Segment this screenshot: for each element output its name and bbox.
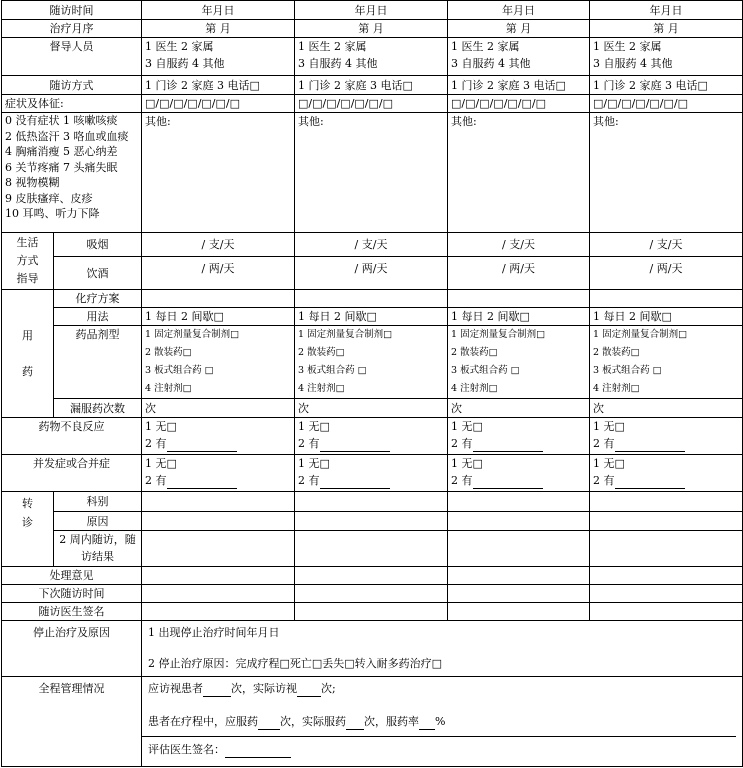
visit-time-label: 随访时间 <box>2 1 142 20</box>
dosage-item: 1 固定剂量复合制剂□ <box>593 329 688 340</box>
dosage-item: 1 固定剂量复合制剂□ <box>451 329 546 340</box>
usage-cell[interactable]: 1 每日 2 间歇□ <box>590 308 743 326</box>
management-text: 次，服药率 <box>364 715 419 728</box>
followup-form-table <box>1 0 743 767</box>
management-cell[interactable] <box>142 677 743 767</box>
dosage-item: 3 板式组合药 □ <box>593 365 662 376</box>
referral-result-cell[interactable] <box>590 531 743 567</box>
smoking-cell[interactable]: / 支/天 <box>448 233 590 257</box>
adverse-blank[interactable] <box>473 439 543 452</box>
opinion-cell[interactable] <box>142 567 295 585</box>
visit-time-cell-2[interactable]: 年月日 <box>295 1 448 20</box>
usage-cell[interactable]: 1 每日 2 间歇□ <box>448 308 590 326</box>
referral-department-cell[interactable] <box>142 492 295 512</box>
management-text: 次，实际服药 <box>280 715 346 728</box>
treatment-month-label: 治疗月序 <box>2 20 142 38</box>
supervisor-line2: 3 自服药 4 其他 <box>145 57 225 70</box>
dosage-form-cell[interactable] <box>142 326 295 399</box>
stop-label: 停止治疗及原因 <box>2 621 142 677</box>
adverse-none: 1 无□ <box>593 420 625 433</box>
usage-cell[interactable]: 1 每日 2 间歇□ <box>142 308 295 326</box>
referral-reason-cell[interactable] <box>590 512 743 531</box>
medication-label-line: 用 <box>22 328 33 342</box>
dosage-item: 2 散装药□ <box>593 347 640 358</box>
stop-cell[interactable] <box>142 621 743 677</box>
chemo-cell[interactable] <box>142 290 295 308</box>
referral-result-cell[interactable] <box>142 531 295 567</box>
referral-result-line: 访结果 <box>81 550 114 563</box>
planned-visits-blank[interactable] <box>203 684 231 697</box>
symptom-boxes[interactable]: □/□/□/□/□/□/□ <box>142 95 295 113</box>
adverse-cell[interactable] <box>295 418 448 455</box>
drinking-cell[interactable]: / 两/天 <box>448 257 590 290</box>
complication-yes: 2 有 <box>298 474 320 487</box>
symptom-other[interactable]: 其他: <box>295 113 448 233</box>
complication-blank[interactable] <box>615 476 685 489</box>
complication-none: 1 无□ <box>298 457 330 470</box>
visit-time-cell-1[interactable]: 年月日 <box>142 1 295 20</box>
management-label: 全程管理情况 <box>2 677 142 767</box>
symptom-item: 9 皮肤瘙痒、皮疹 <box>5 191 93 205</box>
drinking-cell[interactable]: / 两/天 <box>295 257 448 290</box>
missed-dose-label: 漏服药次数 <box>54 399 142 418</box>
drinking-cell[interactable]: / 两/天 <box>142 257 295 290</box>
referral-reason-label: 原因 <box>54 512 142 531</box>
missed-dose-cell[interactable]: 次 <box>295 399 448 418</box>
next-visit-cell[interactable] <box>448 585 590 603</box>
complication-cell[interactable] <box>295 455 448 492</box>
dosage-form-cell[interactable] <box>448 326 590 399</box>
smoking-cell[interactable]: / 支/天 <box>590 233 743 257</box>
complication-none: 1 无□ <box>593 457 625 470</box>
usage-cell[interactable]: 1 每日 2 间歇□ <box>295 308 448 326</box>
adverse-none: 1 无□ <box>298 420 330 433</box>
supervisor-line2: 3 自服药 4 其他 <box>451 57 531 70</box>
adverse-cell[interactable] <box>448 418 590 455</box>
planned-doses-blank[interactable] <box>258 717 280 730</box>
symptom-boxes[interactable]: □/□/□/□/□/□/□ <box>295 95 448 113</box>
dosage-form-cell[interactable] <box>295 326 448 399</box>
complication-yes: 2 有 <box>593 474 615 487</box>
dosage-item: 4 注射剂□ <box>298 383 345 394</box>
chemo-label: 化疗方案 <box>54 290 142 308</box>
dosage-item: 2 散装药□ <box>298 347 345 358</box>
supervisor-line1: 1 医生 2 家属 <box>145 40 214 53</box>
symptom-boxes[interactable]: □/□/□/□/□/□/□ <box>448 95 590 113</box>
dosage-item: 3 板式组合药 □ <box>298 365 367 376</box>
stop-line2: 2 停止治疗原因：完成疗程□死亡□丢失□转入耐多药治疗□ <box>148 657 443 670</box>
dosage-item: 2 散装药□ <box>451 347 498 358</box>
chemo-cell[interactable] <box>295 290 448 308</box>
adverse-blank[interactable] <box>167 439 237 452</box>
symptom-item: 2 低热盗汗 3 咯血或血痰 <box>5 129 129 143</box>
referral-department-cell[interactable] <box>448 492 590 512</box>
supervisor-cell[interactable] <box>295 38 448 76</box>
adverse-yes: 2 有 <box>593 437 615 450</box>
symptom-item: 6 关节疼痛 7 头痛失眠 <box>5 160 118 174</box>
missed-dose-cell[interactable]: 次 <box>590 399 743 418</box>
management-line2 <box>148 713 736 730</box>
adverse-blank[interactable] <box>615 439 685 452</box>
supervisor-cell[interactable] <box>448 38 590 76</box>
percent-sign: % <box>435 715 446 728</box>
stop-line1: 1 出现停止治疗时间年月日 <box>148 626 280 639</box>
evaluator-sign-label: 评估医生签名： <box>148 743 225 756</box>
supervisor-line1: 1 医生 2 家属 <box>298 40 367 53</box>
missed-dose-cell[interactable]: 次 <box>142 399 295 418</box>
dosage-item: 2 散装药□ <box>145 347 192 358</box>
lifestyle-label-line: 方式 <box>16 254 39 267</box>
complication-yes: 2 有 <box>145 474 167 487</box>
visit-method-label: 随访方式 <box>2 76 142 95</box>
treatment-month-cell-1[interactable]: 第 月 <box>142 20 295 38</box>
adverse-none: 1 无□ <box>451 420 483 433</box>
next-visit-cell[interactable] <box>590 585 743 603</box>
complication-blank[interactable] <box>473 476 543 489</box>
visit-method-cell[interactable]: 1 门诊 2 家庭 3 电话□ <box>295 76 448 95</box>
supervisor-line2: 3 自服药 4 其他 <box>298 57 378 70</box>
adverse-yes: 2 有 <box>451 437 473 450</box>
doctor-sign-cell[interactable] <box>448 603 590 621</box>
opinion-cell[interactable] <box>295 567 448 585</box>
doctor-sign-cell[interactable] <box>590 603 743 621</box>
complication-label: 并发症或合并症 <box>2 455 142 492</box>
dosage-item: 3 板式组合药 □ <box>451 365 520 376</box>
visit-method-cell[interactable]: 1 门诊 2 家庭 3 电话□ <box>448 76 590 95</box>
supervisor-line1: 1 医生 2 家属 <box>451 40 520 53</box>
management-text: 次; <box>321 682 336 695</box>
complication-cell[interactable] <box>448 455 590 492</box>
dosage-item: 1 固定剂量复合制剂□ <box>298 329 393 340</box>
referral-result-cell[interactable] <box>295 531 448 567</box>
symptom-other[interactable]: 其他: <box>448 113 590 233</box>
dosage-form-label: 药品剂型 <box>54 326 142 399</box>
referral-label <box>2 492 54 567</box>
doctor-sign-cell[interactable] <box>142 603 295 621</box>
next-visit-cell[interactable] <box>295 585 448 603</box>
dosage-item: 1 固定剂量复合制剂□ <box>145 329 240 340</box>
symptom-other[interactable]: 其他: <box>142 113 295 233</box>
symptom-other[interactable]: 其他: <box>590 113 743 233</box>
supervisor-label: 督导人员 <box>2 38 142 76</box>
management-line1 <box>148 680 736 697</box>
referral-reason-cell[interactable] <box>448 512 590 531</box>
referral-department-label: 科别 <box>54 492 142 512</box>
complication-cell[interactable] <box>590 455 743 492</box>
adverse-yes: 2 有 <box>145 437 167 450</box>
complication-blank[interactable] <box>320 476 390 489</box>
management-line3 <box>142 736 736 758</box>
referral-department-cell[interactable] <box>295 492 448 512</box>
referral-reason-cell[interactable] <box>142 512 295 531</box>
smoking-label: 吸烟 <box>54 233 142 257</box>
treatment-month-cell-2[interactable]: 第 月 <box>295 20 448 38</box>
management-text: 应访视患者 <box>148 682 203 695</box>
referral-reason-cell[interactable] <box>295 512 448 531</box>
usage-label: 用法 <box>54 308 142 326</box>
supervisor-line1: 1 医生 2 家属 <box>593 40 662 53</box>
adverse-none: 1 无□ <box>145 420 177 433</box>
lifestyle-label-line: 指导 <box>16 272 39 285</box>
opinion-cell[interactable] <box>590 567 743 585</box>
referral-department-cell[interactable] <box>590 492 743 512</box>
complication-none: 1 无□ <box>451 457 483 470</box>
symptom-item: 8 视物模糊 <box>5 176 60 189</box>
referral-label-line: 诊 <box>22 516 33 529</box>
referral-result-label <box>54 531 142 567</box>
missed-dose-cell[interactable]: 次 <box>448 399 590 418</box>
symptoms-header: 症状及体征: <box>2 95 142 113</box>
complication-cell[interactable] <box>142 455 295 492</box>
adverse-cell[interactable] <box>590 418 743 455</box>
chemo-cell[interactable] <box>448 290 590 308</box>
referral-label-line: 转 <box>22 497 33 510</box>
symptoms-list <box>2 113 142 233</box>
dosage-item: 4 注射剂□ <box>145 383 192 394</box>
drinking-label: 饮酒 <box>54 257 142 290</box>
actual-visits-blank[interactable] <box>297 684 321 697</box>
drinking-cell[interactable]: / 两/天 <box>590 257 743 290</box>
opinion-label: 处理意见 <box>2 567 142 585</box>
adverse-blank[interactable] <box>320 439 390 452</box>
supervisor-cell[interactable] <box>142 38 295 76</box>
adverse-yes: 2 有 <box>298 437 320 450</box>
medication-label-line: 药 <box>22 364 33 378</box>
dosage-item: 4 注射剂□ <box>593 383 640 394</box>
dose-rate-blank[interactable] <box>419 717 435 730</box>
symptom-item: 4 胸痛消瘦 5 恶心纳差 <box>5 145 118 158</box>
management-text: 次，实际访视 <box>231 682 297 695</box>
smoking-cell[interactable]: / 支/天 <box>295 233 448 257</box>
evaluator-sign-blank[interactable] <box>225 745 291 758</box>
next-visit-label: 下次随访时间 <box>2 585 142 603</box>
symptom-item: 0 没有症状 1 咳嗽咳痰 <box>5 114 118 127</box>
complication-none: 1 无□ <box>145 457 177 470</box>
smoking-cell[interactable]: / 支/天 <box>142 233 295 257</box>
management-text: 患者在疗程中，应服药 <box>148 715 258 728</box>
visit-method-cell[interactable]: 1 门诊 2 家庭 3 电话□ <box>142 76 295 95</box>
referral-result-line: 2 周内随访，随 <box>59 533 136 546</box>
dosage-form-cell[interactable] <box>590 326 743 399</box>
treatment-month-cell-4[interactable]: 第 月 <box>590 20 743 38</box>
doctor-sign-label: 随访医生签名 <box>2 603 142 621</box>
supervisor-cell[interactable] <box>590 38 743 76</box>
treatment-month-cell-3[interactable]: 第 月 <box>448 20 590 38</box>
adverse-cell[interactable] <box>142 418 295 455</box>
symptom-boxes[interactable]: □/□/□/□/□/□/□ <box>590 95 743 113</box>
supervisor-line2: 3 自服药 4 其他 <box>593 57 673 70</box>
actual-doses-blank[interactable] <box>346 717 364 730</box>
doctor-sign-cell[interactable] <box>295 603 448 621</box>
visit-method-cell[interactable]: 1 门诊 2 家庭 3 电话□ <box>590 76 743 95</box>
referral-result-cell[interactable] <box>448 531 590 567</box>
complication-blank[interactable] <box>167 476 237 489</box>
complication-yes: 2 有 <box>451 474 473 487</box>
dosage-item: 4 注射剂□ <box>451 383 498 394</box>
symptom-item: 10 耳鸣、听力下降 <box>5 207 100 220</box>
lifestyle-label <box>2 233 54 290</box>
dosage-item: 3 板式组合药 □ <box>145 365 214 376</box>
adverse-label: 药物不良反应 <box>2 418 142 455</box>
visit-time-cell-3[interactable]: 年月日 <box>448 1 590 20</box>
next-visit-cell[interactable] <box>142 585 295 603</box>
lifestyle-label-line: 生活 <box>16 236 39 249</box>
opinion-cell[interactable] <box>448 567 590 585</box>
visit-time-cell-4[interactable]: 年月日 <box>590 1 743 20</box>
chemo-cell[interactable] <box>590 290 743 308</box>
medication-label <box>2 290 54 418</box>
